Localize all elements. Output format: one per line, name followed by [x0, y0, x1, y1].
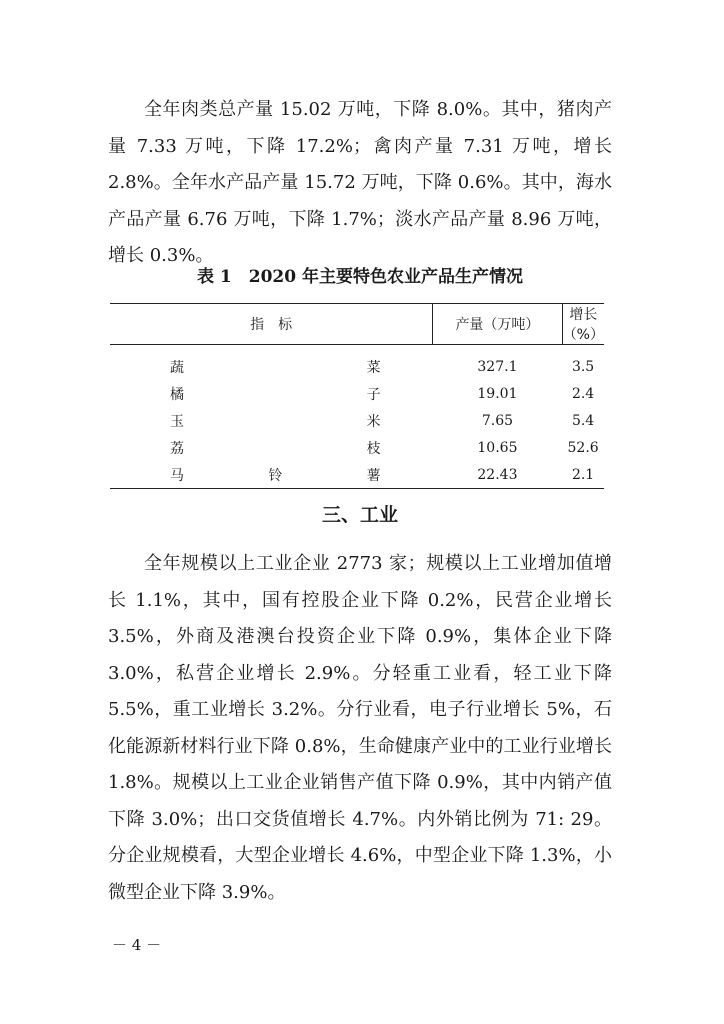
cell-production: 22.43 [433, 461, 563, 489]
table-row [110, 380, 604, 407]
section-heading-industry: 三、工业 [321, 504, 398, 526]
cell-indicator: 橘子 [170, 386, 381, 403]
cell-indicator: 荔枝 [170, 440, 381, 457]
cell-growth: 5.4 [571, 412, 595, 429]
table-header-row [110, 304, 604, 345]
header-production: 产量（万吨） [433, 304, 563, 345]
cell-indicator: 马铃薯 [110, 461, 433, 489]
cell-growth: 2.4 [571, 385, 595, 402]
cell-production: 7.65 [481, 412, 514, 429]
table-row [110, 407, 604, 434]
cell-production: 327.1 [477, 358, 518, 375]
cell-production: 10.65 [477, 439, 518, 456]
cell-indicator: 蔬菜 [170, 359, 381, 376]
paragraph-industry: 全年规模以上工业企业 2773 家；规模以上工业增加值增长 1.1%，其中，国有控股企业下降 0.2%，民营企业增长 3.5%，外商及港澳台投资企业下降 0.9%，集体企业下降 3.0%，私营企业增长 2.9%。分轻重工业看，轻工业下降 5.5%，重工业增长 3.2%。分行业看，电子行业增长 5%，石化能源新材料行业下降 0.8%，生命健康产业中的工业行业增长 1.8%。规模以上工业企业销售产值下降 0.9%，其中内销产值下降 3.0%；出口交货值增长 4.7%。内外销比例为 71: 29。分企业规模看，大型企业增长 4.6%，中型企业下降 1.3%，小微型企业下降 3.9%。 [108, 553, 612, 903]
table-row [110, 434, 604, 461]
cell-growth: 3.5 [571, 358, 595, 375]
cell-indicator: 玉米 [170, 413, 381, 430]
table-row [110, 461, 604, 489]
header-indicator: 指 标 [110, 304, 433, 345]
page-number: － 4 － [112, 936, 162, 954]
header-growth: 增长（%） [562, 304, 604, 345]
agriculture-products-table [110, 303, 604, 489]
cell-growth: 2.1 [562, 461, 604, 489]
paragraph-livestock-aquatic: 全年肉类总产量 15.02 万吨，下降 8.0%。其中，猪肉产量 7.33 万吨，下降 17.2%；禽肉产量 7.31 万吨，增长 2.8%。全年水产品产量 15.72 万吨，下降 0.6%。其中，海水产品产量 6.76 万吨，下降 1.7%；淡水产品产量 8.96 万吨，增长 0.3%。 [108, 99, 612, 266]
table-row [110, 345, 604, 381]
cell-production: 19.01 [477, 385, 518, 402]
cell-growth: 52.6 [567, 439, 599, 456]
table-title: 表 1 2020 年主要特色农业产品生产情况 [197, 267, 523, 287]
